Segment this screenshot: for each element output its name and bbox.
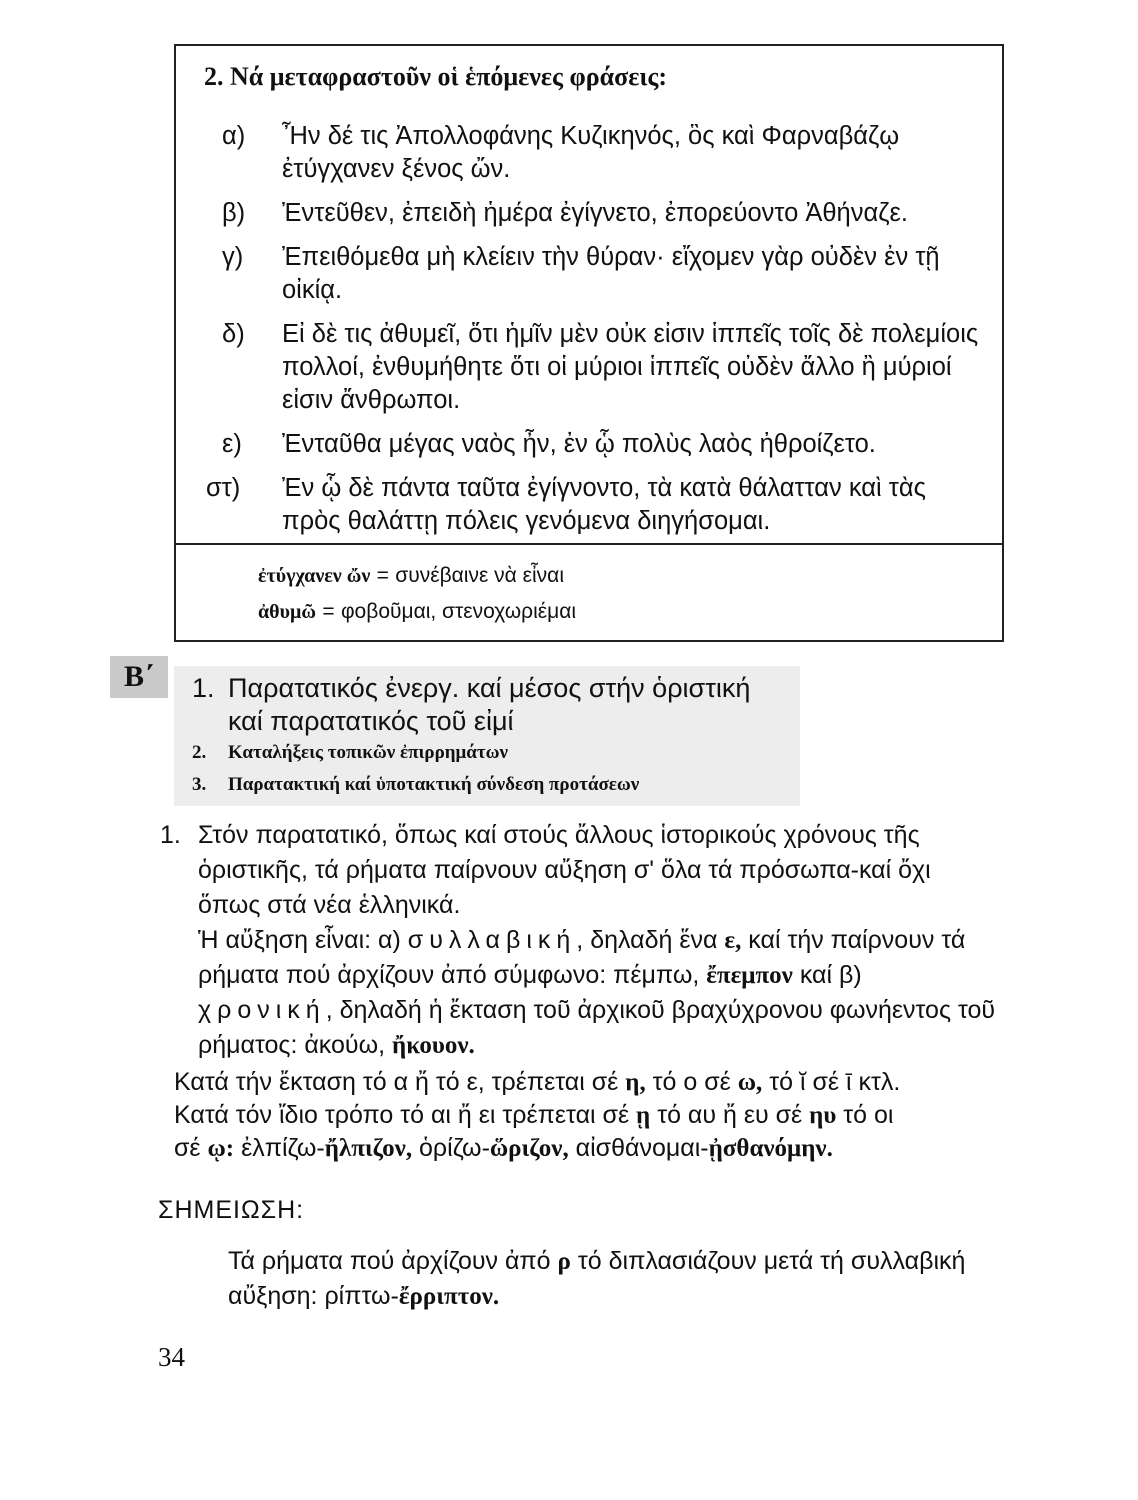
- example-word: ᾐσθανόμην.: [708, 1135, 833, 1162]
- rule-text: Κατά τόν ἴδιο τρόπο τό αι ἤ ει τρέπεται σέ: [174, 1101, 630, 1129]
- section-badge: Β΄: [110, 656, 168, 698]
- paragraph-2: [160, 923, 1000, 1063]
- lesson-body: [160, 818, 1000, 1063]
- gloss-entry: [258, 558, 576, 594]
- paragraph-text: καί β): [799, 961, 862, 989]
- paragraph-1: [160, 818, 1000, 923]
- rule-letter: η,: [625, 1069, 646, 1096]
- rule-text: ὁρίζω-: [419, 1134, 490, 1162]
- topic-text-continued: καί παρατατικός τοῦ εἰμί: [228, 706, 514, 736]
- exercise-item: [200, 318, 990, 417]
- glossary: [258, 558, 576, 630]
- rule-text: τό ῐ σέ ῑ κτλ.: [769, 1068, 901, 1096]
- rule-text: ἐλπίζω-: [241, 1134, 325, 1162]
- term-temporal: χρονική: [198, 996, 326, 1024]
- gloss-divider: [176, 543, 1002, 545]
- note-title: ΣΗΜΕΙΩΣΗ:: [158, 1196, 305, 1224]
- gloss-definition: φοβοῦμαι, στενοχωριέμαι: [340, 600, 577, 623]
- example-ekouon: ἤκουον.: [392, 1032, 475, 1059]
- exercise-item-text: Ἐντεῦθεν, ἐπειδὴ ἡμέρα ἐγίγνετο, ἐπορεύοντο Ἀθήναζε.: [282, 199, 908, 227]
- gloss-term: ἐτύγχανεν ὤν: [258, 565, 371, 587]
- exercise-item: [200, 241, 990, 307]
- rule-text: τό οι: [843, 1101, 894, 1129]
- rule-letter: ῃ: [636, 1102, 651, 1129]
- rule-letter: ῳ:: [207, 1135, 235, 1162]
- exercise-item-text: Εἰ δὲ τις ἀθυμεῖ, ὅτι ἡμῖν μὲν οὐκ εἰσιν ἱππεῖς τοῖς δὲ πολεμίοις πολλοί, ἐνθυμήθητε ὅτι οἱ μύριοι ἱππεῖς οὐδὲν ἄλλο ἢ μύριοί εἰσιν ἄνθρωποι.: [282, 320, 979, 414]
- rule-line: [174, 1099, 1004, 1132]
- rule-letter: ηυ: [809, 1102, 837, 1129]
- term-syllabic: συλλαβική: [407, 926, 577, 954]
- topic-text: Παρατακτική καί ὑποτακτική σύνδεση προτάσεων: [228, 774, 640, 795]
- note-letter: ρ: [557, 1248, 571, 1275]
- topic-number: 2.: [192, 742, 207, 763]
- gloss-definition: συνέβαινε νὰ εἶναι: [395, 564, 564, 587]
- note-text: [228, 1244, 1000, 1314]
- note-text-part: τό διπλασιάζουν μετά τή συλλαβική αὔξηση: ρίπτω-: [228, 1247, 966, 1310]
- rule-letter: ω,: [737, 1069, 763, 1096]
- example-word: ἤλπιζον,: [324, 1135, 413, 1162]
- exercise-item-label: ε): [222, 430, 242, 458]
- topic-2: [192, 742, 508, 764]
- topic-number: 1.: [192, 673, 215, 703]
- paragraph-text: , δηλαδή ἕνα: [576, 926, 718, 954]
- rule-text: Κατά τήν ἔκταση τό α ἤ τό ε, τρέπεται σέ: [174, 1068, 619, 1096]
- exercise-list: [200, 120, 990, 549]
- exercise-item-text: Ἦν δέ τις Ἀπολλοφάνης Κυζικηνός, ὃς καὶ Φαρναβάζῳ ἐτύγχανεν ξένος ὤν.: [282, 122, 900, 183]
- rule-text: τό ο σέ: [652, 1068, 731, 1096]
- rule-text: σέ: [174, 1134, 201, 1162]
- gloss-equals: =: [322, 600, 335, 623]
- exercise-item-label: δ): [222, 320, 245, 348]
- exercise-item: [200, 120, 990, 186]
- rule-text: τό αυ ἤ ευ σέ: [657, 1101, 803, 1129]
- paragraph-text: καί τήν παίρνουν τά ρήματα πού ἀρχίζουν ἀπό σύμφωνο: πέμπω,: [198, 926, 966, 989]
- example-word: ἔρριπτον.: [398, 1283, 500, 1310]
- example-epempon: ἔπεμπον: [706, 962, 793, 989]
- exercise-title: 2. Νά μεταφραστοῦν οἱ ἑπόμενες φράσεις:: [204, 62, 668, 91]
- topic-3: [192, 774, 639, 796]
- topic-text: Παρατατικός ἐνεργ. καί μέσος στήν ὁριστική: [228, 673, 751, 703]
- gloss-equals: =: [376, 564, 389, 587]
- page-number: 34: [158, 1342, 185, 1372]
- topic-1: [192, 672, 750, 738]
- exercise-item-label: στ): [206, 474, 241, 502]
- note-text-part: Τά ρήματα πού ἀρχίζουν ἀπό: [228, 1247, 551, 1275]
- section-topics-box: [174, 666, 800, 806]
- exercise-box: [174, 44, 1004, 642]
- rule-line: [174, 1132, 1004, 1165]
- rule-line: [174, 1066, 1004, 1099]
- paragraph-text: , δηλαδή ἡ ἔκταση τοῦ ἀρχικοῦ βραχύχρονου φωνήεντος τοῦ ρήματος: ἀκούω,: [198, 996, 996, 1059]
- exercise-item-text: Ἐνταῦθα μέγας ναὸς ἦν, ἐν ᾧ πολὺς λαὸς ἠθροίζετο.: [282, 430, 876, 458]
- rule-text: αἰσθάνομαι-: [575, 1134, 709, 1162]
- exercise-item-label: β): [222, 199, 246, 227]
- topic-number: 3.: [192, 774, 207, 795]
- gloss-entry: [258, 594, 576, 630]
- exercise-item: [200, 472, 990, 538]
- paragraph-text: Ἡ αὔξηση εἶναι: α): [198, 926, 401, 954]
- exercise-item-label: γ): [222, 243, 244, 271]
- exercise-item: [200, 428, 990, 461]
- term-epsilon: ε,: [724, 927, 742, 954]
- topic-text: Καταλήξεις τοπικῶν ἐπιρρημάτων: [228, 742, 509, 763]
- paragraph-number: 1.: [160, 821, 181, 849]
- paragraph-text: Στόν παρατατικό, ὅπως καί στούς ἄλλους ἱστορικούς χρόνους τῆς ὁριστικῆς, τά ρήματα παίρνουν αὔξηση σ' ὅλα τά πρόσωπα-καί ὄχι ὅπως στά νέα ἑλληνικά.: [198, 821, 931, 919]
- example-word: ὥριζον,: [489, 1135, 569, 1162]
- exercise-item-label: α): [222, 122, 246, 150]
- gloss-term: ἀθυμῶ: [258, 601, 316, 623]
- exercise-item-text: Ἐπειθόμεθα μὴ κλείειν τὴν θύραν· εἴχομεν γὰρ οὐδὲν ἐν τῇ οἰκίᾳ.: [282, 243, 940, 304]
- exercise-item-text: Ἐν ᾧ δὲ πάντα ταῦτα ἐγίγνοντο, τὰ κατὰ θάλατταν καὶ τὰς πρὸς θαλάττῃ πόλεις γενόμενα διηγήσομαι.: [282, 474, 926, 535]
- augment-rules: [174, 1066, 1004, 1165]
- exercise-item: [200, 197, 990, 230]
